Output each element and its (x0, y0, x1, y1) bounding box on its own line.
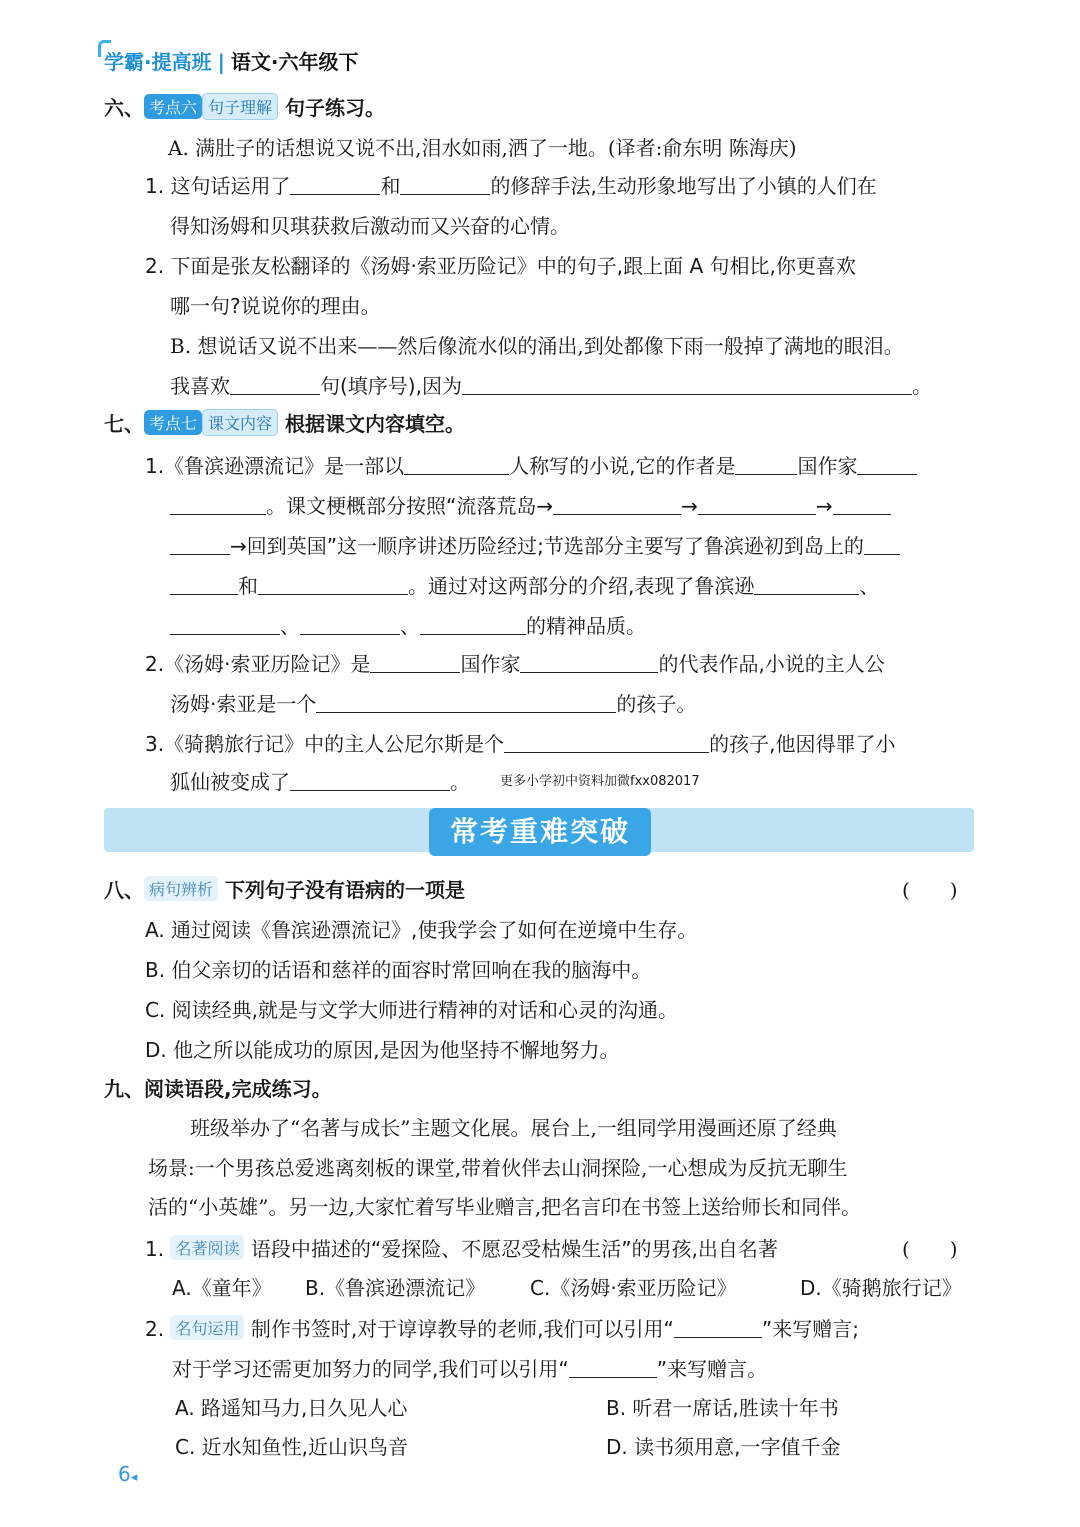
option-item: C. 近水知鱼性,近山识鸟音 (175, 1435, 409, 1459)
answer-blank[interactable] (857, 456, 917, 475)
answer-blank[interactable] (370, 654, 460, 673)
section-8-heading (104, 874, 465, 903)
tag-topic: 名句运用 (170, 1315, 244, 1340)
q-text: 的修辞手法,生动形象地写出了小镇的人们在 (490, 174, 877, 198)
option-item: B.《鲁滨逊漂流记》 (305, 1276, 486, 1300)
q-text: → (681, 494, 698, 518)
question-7-2 (145, 648, 885, 677)
q-text: 国作家 (797, 454, 858, 478)
question-7-2-cont (170, 688, 696, 717)
question-7-1-l2 (170, 490, 891, 519)
question-6-1-cont: 得知汤姆和贝琪获救后激动而又兴奋的心情。 (170, 214, 570, 238)
option-item: D. 他之所以能成功的原因,是因为他坚持不懈地努力。 (145, 1038, 620, 1062)
answer-blank[interactable] (735, 456, 797, 475)
q-text: 1.《鲁滨逊漂流记》是一部以 (145, 454, 405, 478)
answer-blank[interactable] (864, 536, 900, 555)
q-text: 的代表作品,小说的主人公 (658, 652, 885, 676)
passage-line: 场景:一个男孩总爱逃离刻板的课堂,带着伙伴去山洞探险,一心想成为反抗无聊生 (148, 1156, 848, 1180)
q-text: 句(填序号),因为 (320, 374, 462, 398)
answer-blank[interactable] (170, 536, 230, 555)
section-7-heading (104, 408, 465, 437)
answer-blank[interactable] (754, 576, 859, 595)
q-number: 2. (145, 1317, 165, 1341)
option-item: A.《童年》 (172, 1276, 272, 1300)
q-text: 、 (280, 614, 300, 638)
answer-blank[interactable] (170, 616, 280, 635)
q-text: 制作书签时,对于谆谆教导的老师,我们可以引用“ (250, 1317, 674, 1341)
answer-line (170, 370, 932, 399)
passage-line: 活的“小英雄”。另一边,大家忙着写毕业赠言,把名言印在书签上送给师长和同伴。 (148, 1195, 862, 1219)
q-text: 3.《骑鹅旅行记》中的主人公尼尔斯是个 (145, 732, 505, 756)
option-item: C. 阅读经典,就是与文学大师进行精神的对话和心灵的沟通。 (145, 998, 679, 1022)
tag-topic: 课文内容 (202, 409, 278, 436)
q-number: 1. (145, 1237, 165, 1261)
answer-blank[interactable] (404, 456, 509, 475)
q-text: ”来写赠言; (761, 1317, 860, 1341)
promo-note: 更多小学初中资料加微fxx082017 (500, 774, 700, 789)
q-text: 的精神品质。 (526, 614, 646, 638)
answer-paren[interactable]: ( ) (902, 878, 958, 902)
q-text: 汤姆·索亚是一个 (170, 692, 317, 716)
answer-blank[interactable] (290, 772, 450, 791)
brand-title: 学霸·提高班 (104, 50, 212, 74)
answer-blank[interactable] (400, 176, 490, 195)
section-number: 六、 (104, 96, 144, 120)
question-6-2: 2. 下面是张友松翻译的《汤姆·索亚历险记》中的句子,跟上面 A 句相比,你更喜欢 (145, 254, 856, 278)
answer-blank[interactable] (833, 496, 891, 515)
question-9-1 (145, 1233, 778, 1262)
q-text: 人称写的小说,它的作者是 (509, 454, 736, 478)
q-text: 1. 这句话运用了 (145, 174, 291, 198)
option-item: C.《汤姆·索亚历险记》 (530, 1276, 737, 1300)
q-text: 对于学习还需更加努力的同学,我们可以引用“ (172, 1357, 569, 1381)
q-text: 。 (450, 770, 470, 794)
answer-blank[interactable] (462, 376, 912, 395)
question-7-3-cont (170, 766, 470, 795)
header-divider: | (217, 50, 225, 74)
option-item: D.《骑鹅旅行记》 (800, 1276, 962, 1300)
q-text: 和 (380, 174, 401, 198)
page-header (104, 46, 359, 75)
sentence-b: B. 想说话又说不出来——然后像流水似的涌出,到处都像下雨一般掉了满地的眼泪。 (170, 334, 904, 358)
section-number: 七、 (104, 412, 144, 436)
q-text: 的孩子,他因得罪了小 (709, 732, 896, 756)
tag-kaodian: 考点六 (144, 94, 202, 119)
question-6-1 (145, 170, 877, 199)
tag-topic: 病句辨析 (144, 876, 218, 901)
q-text: 2.《汤姆·索亚历险记》是 (145, 652, 371, 676)
question-7-3 (145, 728, 895, 757)
answer-blank[interactable] (420, 616, 526, 635)
q-text: → (815, 494, 833, 518)
question-9-2-cont (172, 1353, 767, 1382)
answer-blank[interactable] (300, 616, 400, 635)
answer-blank[interactable] (504, 734, 709, 753)
answer-blank[interactable] (553, 496, 681, 515)
question-7-1-l4 (170, 570, 879, 599)
subject-title: 语文·六年级下 (230, 50, 359, 74)
option-item: B. 伯父亲切的话语和慈祥的面容时常回响在我的脑海中。 (145, 958, 652, 982)
q-text: 。课文梗概部分按照“流落荒岛→ (266, 494, 554, 518)
q-text: 、 (859, 574, 880, 598)
q-text: 。 (911, 374, 932, 398)
section-title: 下列句子没有语病的一项是 (224, 878, 465, 902)
q-text: 和 (238, 574, 258, 598)
answer-blank[interactable] (316, 694, 616, 713)
q-text: 国作家 (460, 652, 521, 676)
tag-topic: 名著阅读 (170, 1235, 244, 1260)
answer-blank[interactable] (258, 576, 408, 595)
question-7-1-l5 (170, 610, 646, 639)
answer-blank[interactable] (674, 1319, 762, 1338)
answer-blank[interactable] (170, 576, 238, 595)
answer-blank[interactable] (170, 496, 266, 515)
q-text: 的孩子。 (616, 692, 697, 716)
sentence-a: A. 满肚子的话想说又说不出,泪水如雨,洒了一地。(译者:俞东明 陈海庆) (168, 136, 797, 160)
question-7-1 (145, 450, 917, 479)
section-6-heading (104, 92, 385, 121)
section-number: 八、 (104, 878, 144, 902)
option-item: D. 读书须用意,一字值千金 (606, 1435, 841, 1459)
option-item: A. 路遥知马力,日久见人心 (175, 1396, 408, 1420)
answer-blank[interactable] (230, 376, 320, 395)
option-item: A. 通过阅读《鲁滨逊漂流记》,使我学会了如何在逆境中生存。 (145, 918, 698, 942)
q-text: 我喜欢 (170, 374, 230, 398)
page-arrow-icon: ◂ (130, 1470, 138, 1485)
q-text: 狐仙被变成了 (170, 770, 290, 794)
q-text: 、 (400, 614, 420, 638)
q-text: 语段中描述的“爱探险、不愿忍受枯燥生活”的男孩,出自名著 (250, 1237, 778, 1261)
page-number (118, 1462, 137, 1486)
question-9-2 (145, 1313, 859, 1342)
tag-kaodian: 考点七 (144, 410, 202, 435)
q-text: 。通过对这两部分的介绍,表现了鲁滨逊 (408, 574, 755, 598)
answer-paren[interactable]: ( ) (902, 1237, 958, 1261)
answer-blank[interactable] (520, 654, 658, 673)
section-9-heading: 九、阅读语段,完成练习。 (104, 1077, 332, 1101)
section-title: 句子练习。 (285, 96, 385, 120)
tag-topic: 句子理解 (202, 93, 278, 120)
q-text: →回到英国”这一顺序讲述历险经过;节选部分主要写了鲁滨逊初到岛上的 (230, 534, 864, 558)
question-7-1-l3 (170, 530, 900, 559)
option-item: B. 听君一席话,胜读十年书 (606, 1396, 839, 1420)
section-banner-title: 常考重难突破 (429, 808, 651, 856)
section-title: 根据课文内容填空。 (285, 412, 465, 436)
answer-blank[interactable] (290, 176, 380, 195)
answer-blank[interactable] (698, 496, 816, 515)
passage-line: 班级举办了“名著与成长”主题文化展。展台上,一组同学用漫画还原了经典 (190, 1116, 837, 1140)
page-number-value: 6 (118, 1462, 131, 1486)
question-6-2-cont: 哪一句?说说你的理由。 (170, 294, 381, 318)
q-text: ”来写赠言。 (656, 1357, 768, 1381)
answer-blank[interactable] (569, 1359, 657, 1378)
